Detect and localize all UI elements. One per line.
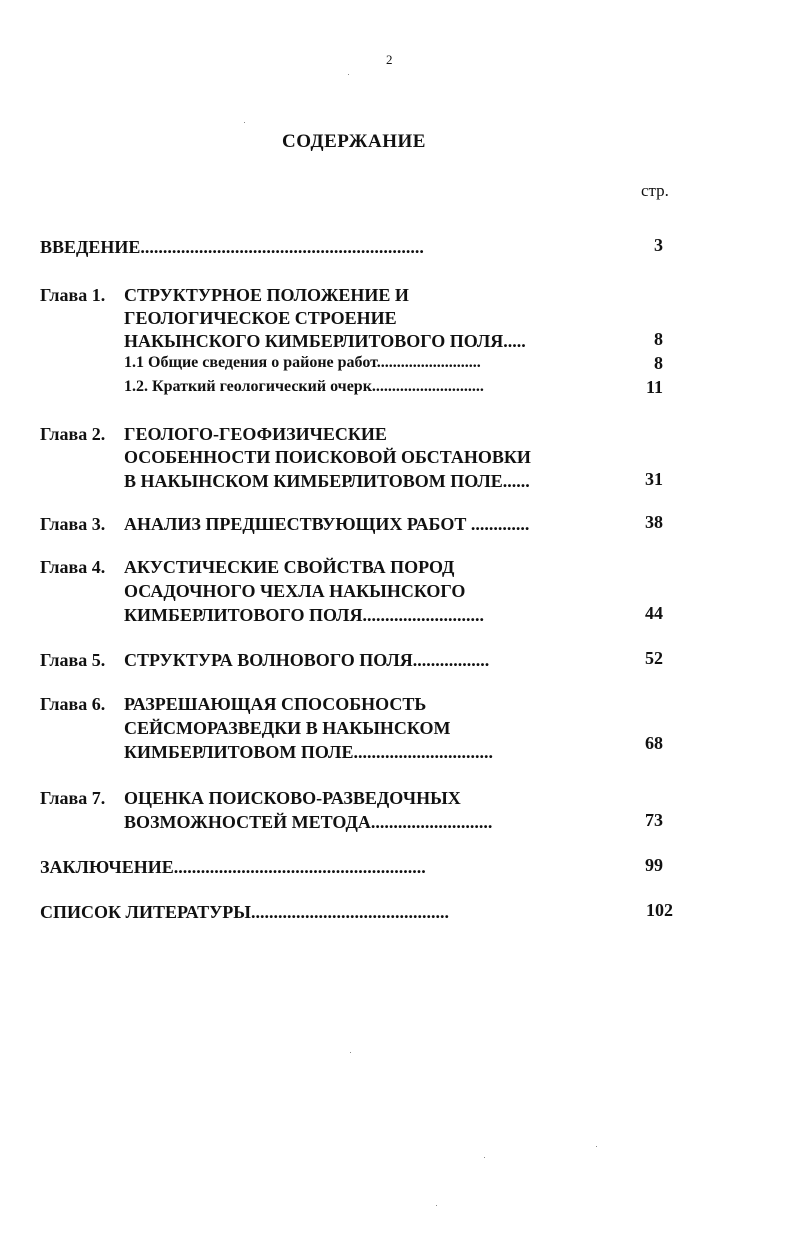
chapter-title-line: РАЗРЕШАЮЩАЯ СПОСОБНОСТЬ	[124, 694, 427, 714]
scan-speck	[596, 1146, 597, 1147]
chapter-title-line: ГЕОЛОГИЧЕСКОЕ СТРОЕНИЕ	[124, 308, 397, 328]
chapter-title-line: КИМБЕРЛИТОВОГО ПОЛЯ...........................	[124, 605, 484, 625]
chapter-label: Глава 7.	[40, 788, 106, 808]
toc-page-ch4: 44	[645, 603, 663, 623]
toc-entry-references: СПИСОК ЛИТЕРАТУРЫ............................................	[40, 902, 449, 922]
scan-speck	[244, 122, 245, 123]
scan-speck	[436, 1205, 437, 1206]
chapter-title-line: АКУСТИЧЕСКИЕ СВОЙСТВА ПОРОД	[124, 557, 455, 577]
chapter-label: Глава 6.	[40, 694, 106, 714]
toc-page-ch7: 73	[645, 810, 663, 830]
scan-speck	[484, 1157, 485, 1158]
toc-page-conclusion: 99	[645, 855, 663, 875]
subsection-entry: 1.2. Краткий геологический очерк............................	[124, 378, 484, 395]
chapter-label: Глава 1.	[40, 285, 106, 305]
chapter-title-line: ОСОБЕННОСТИ ПОИСКОВОЙ ОБСТАНОВКИ	[124, 447, 531, 467]
chapter-title-line: КИМБЕРЛИТОВОМ ПОЛЕ...............................	[124, 742, 493, 762]
chapter-title-line: АНАЛИЗ ПРЕДШЕСТВУЮЩИХ РАБОТ .............	[124, 514, 530, 534]
toc-entry-conclusion: ЗАКЛЮЧЕНИЕ........................................................	[40, 857, 426, 877]
chapter-title-line: СЕЙСМОРАЗВЕДКИ В НАКЫНСКОМ	[124, 718, 451, 738]
chapter-title-line: ВОЗМОЖНОСТЕЙ МЕТОДА...........................	[124, 812, 493, 832]
toc-page-ch2: 31	[645, 469, 663, 489]
toc-page-references: 102	[646, 900, 673, 920]
chapter-title-line: СТРУКТУРА ВОЛНОВОГО ПОЛЯ.................	[124, 650, 490, 670]
scan-speck	[348, 74, 349, 75]
toc-page-ch6: 68	[645, 733, 663, 753]
chapter-title-line: ОСАДОЧНОГО ЧЕХЛА НАКЫНСКОГО	[124, 581, 466, 601]
subsection-entry: 1.1 Общие сведения о районе работ..........................	[124, 354, 481, 371]
toc-page-sub1: 8	[654, 353, 663, 373]
toc-entry-intro: ВВЕДЕНИЕ...............................................................	[40, 237, 424, 257]
chapter-title-line: В НАКЫНСКОМ КИМБЕРЛИТОВОМ ПОЛЕ......	[124, 471, 530, 491]
page-number: 2	[386, 52, 393, 67]
toc-title: СОДЕРЖАНИЕ	[282, 131, 426, 152]
chapter-label: Глава 5.	[40, 650, 106, 670]
page-column-label: стр.	[641, 181, 669, 200]
chapter-label: Глава 3.	[40, 514, 106, 534]
chapter-title-line: СТРУКТУРНОЕ ПОЛОЖЕНИЕ И	[124, 285, 409, 305]
toc-page-ch3: 38	[645, 512, 663, 532]
toc-page-intro: 3	[654, 235, 663, 255]
toc-page-ch1: 8	[654, 329, 663, 349]
chapter-label: Глава 4.	[40, 557, 106, 577]
toc-page-ch5: 52	[645, 648, 663, 668]
chapter-label: Глава 2.	[40, 424, 106, 444]
chapter-title-line: НАКЫНСКОГО КИМБЕРЛИТОВОГО ПОЛЯ.....	[124, 331, 526, 351]
chapter-title-line: ОЦЕНКА ПОИСКОВО-РАЗВЕДОЧНЫХ	[124, 788, 461, 808]
toc-page-sub2: 11	[645, 377, 663, 397]
chapter-title-line: ГЕОЛОГО-ГЕОФИЗИЧЕСКИЕ	[124, 424, 387, 444]
scan-speck	[350, 1052, 351, 1053]
